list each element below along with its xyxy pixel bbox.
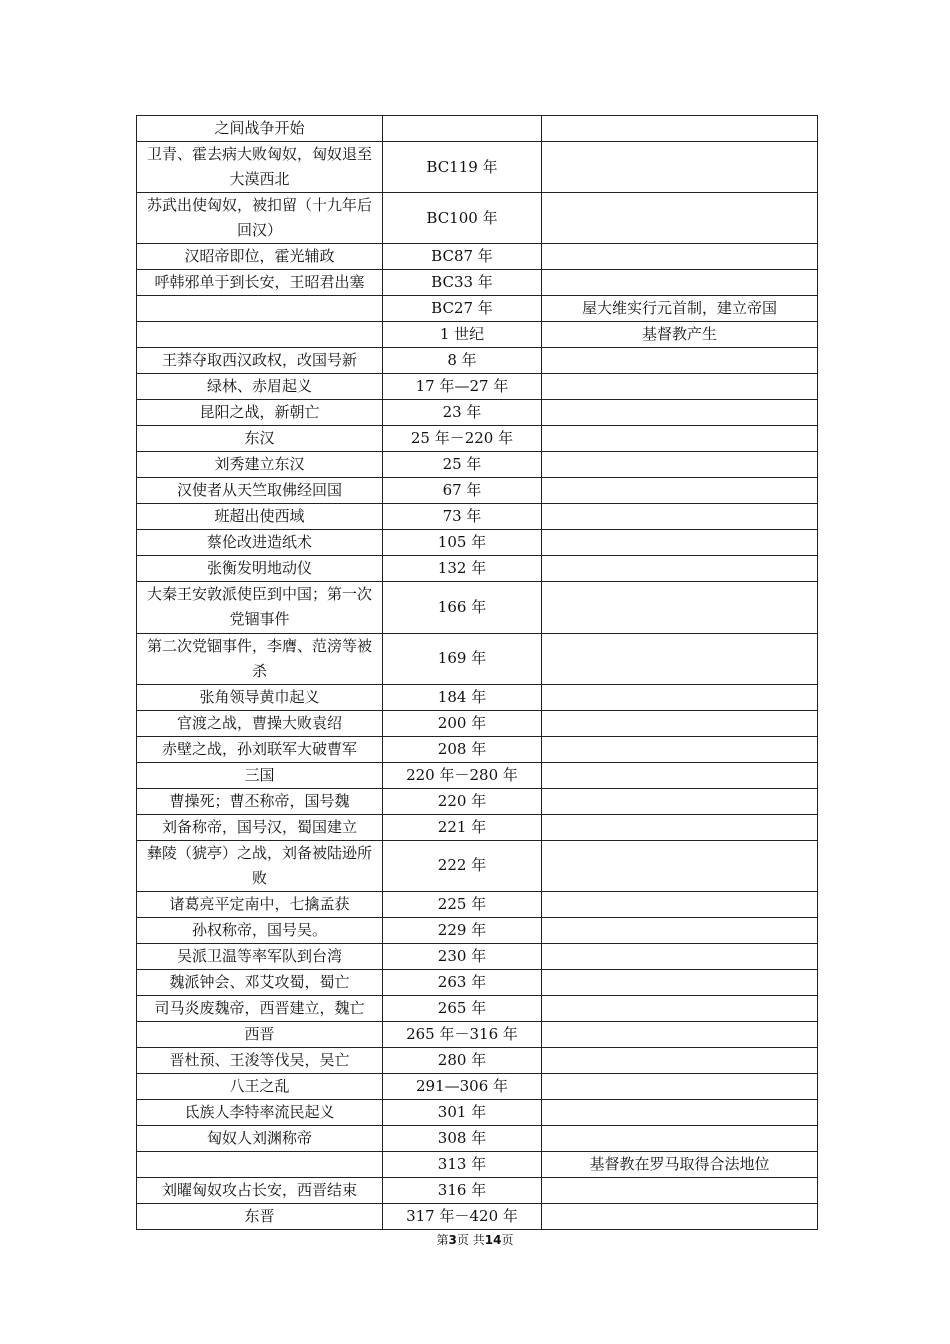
table-row	[137, 788, 818, 814]
world-event-cell	[542, 142, 818, 193]
date-cell: 301 年	[383, 1099, 542, 1125]
world-event-cell	[542, 270, 818, 296]
table-row	[137, 348, 818, 374]
table-row	[137, 504, 818, 530]
date-cell: 73 年	[383, 504, 542, 530]
world-event-cell	[542, 452, 818, 478]
date-cell: 317 年－420 年	[383, 1203, 542, 1229]
date-cell: 316 年	[383, 1177, 542, 1203]
date-cell: 220 年	[383, 788, 542, 814]
table-row	[137, 142, 818, 193]
event-cell: 赤壁之战，孙刘联军大破曹军	[137, 736, 383, 762]
date-cell	[383, 116, 542, 142]
event-cell: 蔡伦改进造纸术	[137, 530, 383, 556]
table-row	[137, 193, 818, 244]
table-row	[137, 736, 818, 762]
date-cell: 220 年－280 年	[383, 762, 542, 788]
world-event-cell	[542, 943, 818, 969]
date-cell: BC100 年	[383, 193, 542, 244]
date-cell: 313 年	[383, 1151, 542, 1177]
table-row	[137, 1151, 818, 1177]
date-cell: 200 年	[383, 710, 542, 736]
event-cell: 刘秀建立东汉	[137, 452, 383, 478]
footer-prefix: 第	[436, 1233, 449, 1247]
world-event-cell	[542, 478, 818, 504]
event-cell: 汉昭帝即位，霍光辅政	[137, 244, 383, 270]
date-cell: BC119 年	[383, 142, 542, 193]
table-row	[137, 1099, 818, 1125]
table-row	[137, 374, 818, 400]
date-cell: BC33 年	[383, 270, 542, 296]
event-cell: 彝陵（猇亭）之战，刘备被陆逊所败	[137, 840, 383, 891]
event-cell: 八王之乱	[137, 1073, 383, 1099]
date-cell: 67 年	[383, 478, 542, 504]
event-cell	[137, 322, 383, 348]
date-cell: 25 年－220 年	[383, 426, 542, 452]
date-cell: 221 年	[383, 814, 542, 840]
event-cell: 三国	[137, 762, 383, 788]
world-event-cell	[542, 1047, 818, 1073]
table-row	[137, 840, 818, 891]
table-row	[137, 116, 818, 142]
event-cell: 卫青、霍去病大败匈奴，匈奴退至大漠西北	[137, 142, 383, 193]
table-row	[137, 556, 818, 582]
date-cell: 230 年	[383, 943, 542, 969]
event-cell: 东晋	[137, 1203, 383, 1229]
event-cell	[137, 1151, 383, 1177]
world-event-cell	[542, 556, 818, 582]
world-event-cell	[542, 1203, 818, 1229]
event-cell: 刘备称帝，国号汉，蜀国建立	[137, 814, 383, 840]
world-event-cell	[542, 736, 818, 762]
table-row	[137, 530, 818, 556]
date-cell: 229 年	[383, 917, 542, 943]
table-row	[137, 633, 818, 684]
table-row	[137, 452, 818, 478]
date-cell: 105 年	[383, 530, 542, 556]
date-cell: 25 年	[383, 452, 542, 478]
world-event-cell	[542, 1125, 818, 1151]
world-event-cell: 基督教产生	[542, 322, 818, 348]
date-cell: 265 年	[383, 995, 542, 1021]
world-event-cell	[542, 762, 818, 788]
world-event-cell	[542, 814, 818, 840]
date-cell: 166 年	[383, 582, 542, 633]
world-event-cell	[542, 426, 818, 452]
event-cell: 张衡发明地动仪	[137, 556, 383, 582]
total-pages-number: 14	[484, 1233, 502, 1247]
date-cell: 169 年	[383, 633, 542, 684]
date-cell: 225 年	[383, 891, 542, 917]
event-cell: 绿林、赤眉起义	[137, 374, 383, 400]
world-event-cell	[542, 244, 818, 270]
world-event-cell	[542, 348, 818, 374]
table-row	[137, 943, 818, 969]
table-row	[137, 995, 818, 1021]
event-cell: 孙权称帝，国号吴。	[137, 917, 383, 943]
world-event-cell	[542, 504, 818, 530]
world-event-cell	[542, 1073, 818, 1099]
event-cell: 汉使者从天竺取佛经回国	[137, 478, 383, 504]
table-row	[137, 270, 818, 296]
date-cell: 1 世纪	[383, 322, 542, 348]
event-cell: 吴派卫温等率军队到台湾	[137, 943, 383, 969]
world-event-cell	[542, 582, 818, 633]
table-row	[137, 917, 818, 943]
world-event-cell: 屋大维实行元首制，建立帝国	[542, 296, 818, 322]
table-row	[137, 1203, 818, 1229]
date-cell: 263 年	[383, 969, 542, 995]
world-event-cell	[542, 891, 818, 917]
date-cell: 184 年	[383, 684, 542, 710]
event-cell: 张角领导黄巾起义	[137, 684, 383, 710]
timeline-table-body	[137, 116, 818, 1230]
footer-suffix: 页	[501, 1233, 514, 1247]
table-row	[137, 891, 818, 917]
date-cell: 132 年	[383, 556, 542, 582]
footer-mid: 页 共	[456, 1233, 485, 1247]
date-cell: 291—306 年	[383, 1073, 542, 1099]
world-event-cell	[542, 710, 818, 736]
table-row	[137, 400, 818, 426]
date-cell: 222 年	[383, 840, 542, 891]
event-cell: 呼韩邪单于到长安，王昭君出塞	[137, 270, 383, 296]
world-event-cell	[542, 840, 818, 891]
world-event-cell	[542, 1177, 818, 1203]
world-event-cell	[542, 969, 818, 995]
table-row	[137, 296, 818, 322]
event-cell: 班超出使西域	[137, 504, 383, 530]
world-event-cell	[542, 1099, 818, 1125]
table-row	[137, 426, 818, 452]
world-event-cell	[542, 374, 818, 400]
date-cell: BC27 年	[383, 296, 542, 322]
table-row	[137, 1047, 818, 1073]
table-row	[137, 1021, 818, 1047]
table-row	[137, 814, 818, 840]
event-cell: 苏武出使匈奴，被扣留（十九年后回汉）	[137, 193, 383, 244]
history-timeline-table	[136, 115, 818, 1230]
date-cell: BC87 年	[383, 244, 542, 270]
world-event-cell	[542, 995, 818, 1021]
table-row	[137, 969, 818, 995]
event-cell: 第二次党锢事件，李膺、范滂等被杀	[137, 633, 383, 684]
table-row	[137, 478, 818, 504]
table-row	[137, 322, 818, 348]
date-cell: 280 年	[383, 1047, 542, 1073]
world-event-cell	[542, 633, 818, 684]
event-cell: 司马炎废魏帝，西晋建立，魏亡	[137, 995, 383, 1021]
table-row	[137, 582, 818, 633]
table-row	[137, 762, 818, 788]
event-cell: 魏派钟会、邓艾攻蜀，蜀亡	[137, 969, 383, 995]
date-cell: 208 年	[383, 736, 542, 762]
event-cell: 之间战争开始	[137, 116, 383, 142]
date-cell: 308 年	[383, 1125, 542, 1151]
table-row	[137, 1177, 818, 1203]
world-event-cell	[542, 1021, 818, 1047]
event-cell: 刘曜匈奴攻占长安，西晋结束	[137, 1177, 383, 1203]
event-cell: 大秦王安敦派使臣到中国；第一次党锢事件	[137, 582, 383, 633]
table-row	[137, 684, 818, 710]
table-row	[137, 710, 818, 736]
table-row	[137, 1125, 818, 1151]
page-footer	[0, 1231, 950, 1248]
table-row	[137, 1073, 818, 1099]
table-row	[137, 244, 818, 270]
event-cell: 氐族人李特率流民起义	[137, 1099, 383, 1125]
event-cell: 晋杜预、王浚等伐吴，吴亡	[137, 1047, 383, 1073]
event-cell: 曹操死；曹丕称帝，国号魏	[137, 788, 383, 814]
event-cell: 诸葛亮平定南中，七擒孟获	[137, 891, 383, 917]
world-event-cell	[542, 788, 818, 814]
date-cell: 265 年－316 年	[383, 1021, 542, 1047]
event-cell	[137, 296, 383, 322]
date-cell: 17 年—27 年	[383, 374, 542, 400]
world-event-cell	[542, 116, 818, 142]
event-cell: 官渡之战，曹操大败袁绍	[137, 710, 383, 736]
event-cell: 昆阳之战，新朝亡	[137, 400, 383, 426]
world-event-cell	[542, 684, 818, 710]
current-page-number: 3	[448, 1233, 457, 1247]
world-event-cell: 基督教在罗马取得合法地位	[542, 1151, 818, 1177]
world-event-cell	[542, 530, 818, 556]
event-cell: 西晋	[137, 1021, 383, 1047]
world-event-cell	[542, 400, 818, 426]
event-cell: 匈奴人刘渊称帝	[137, 1125, 383, 1151]
date-cell: 23 年	[383, 400, 542, 426]
world-event-cell	[542, 917, 818, 943]
world-event-cell	[542, 193, 818, 244]
event-cell: 东汉	[137, 426, 383, 452]
date-cell: 8 年	[383, 348, 542, 374]
event-cell: 王莽夺取西汉政权，改国号新	[137, 348, 383, 374]
